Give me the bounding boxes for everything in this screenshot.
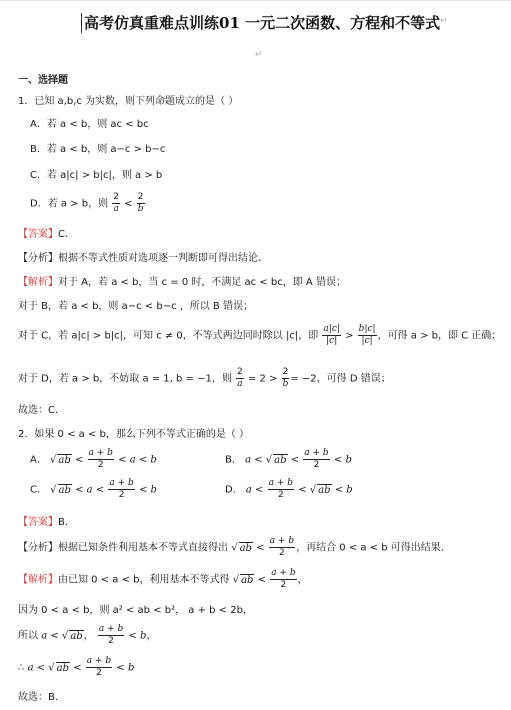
- q1-option-c: C．若 a|c| > b|c|，则 a > b: [30, 170, 163, 181]
- fraction: $\frac{a + b}{2}$: [98, 624, 124, 646]
- q1-option-a: A．若 a < b，则 ac < bc: [30, 119, 149, 130]
- question-2-stem: 2．如果 0 < a < b，那么下列不等式正确的是（ ）: [18, 429, 250, 440]
- q2-step-2: 所以 a < √ ab， $\frac{a + b}{2}$ < b，: [18, 624, 157, 646]
- q1-answer: 【答案】C．: [18, 229, 75, 240]
- q2-step-1: 因为 0 < a < b，则 a² < ab < b²， a + b < 2b，: [18, 605, 253, 616]
- page-title: 高考仿真重难点训练01 一元二次函数、方程和不等式: [84, 14, 441, 32]
- fraction: $\frac{a|c|}{|c|}$: [323, 324, 340, 346]
- fraction: $\frac{a + b}{2}$: [304, 448, 329, 470]
- fraction: $\frac{2}{b}$: [282, 367, 289, 389]
- fraction: $\frac{a + b}{2}$: [109, 478, 134, 500]
- q2-therefore: ∴ a < √ ab < $\frac{a + b}{2}$ < b: [18, 656, 135, 678]
- q1-option-b: B．若 a < b，则 a−c > b−c: [30, 144, 166, 155]
- fraction: $\frac{b|c|}{|c|}$: [358, 324, 376, 346]
- q1-explain-b: 对于 B，若 a < b，则 a−c < b−c ，所以 B 错误；: [18, 301, 253, 312]
- fraction: $\frac{2}{a}$: [113, 192, 120, 214]
- q1-option-d: D．若 a > b，则 $\frac{2}{a}$ < $\frac{2}{b}$: [30, 192, 144, 214]
- question-1-stem: 1．已知 a,b,c 为实数，则下列命题成立的是（ ）: [18, 96, 239, 107]
- q2-option-b: B． a < √ ab < $\frac{a + b}{2}$ < b: [225, 448, 352, 470]
- q2-explain: 【解析】由已知 0 < a < b，利用基本不等式得 √ ab < $\frac{a + b}{2}$ ，: [18, 568, 308, 590]
- fraction: $\frac{a + b}{2}$: [271, 568, 296, 590]
- q2-option-a: A． √ ab < $\frac{a + b}{2}$ < a < b: [30, 448, 157, 470]
- q1-conclusion: 故选：C．: [18, 405, 65, 416]
- text-cursor: [81, 13, 82, 33]
- q1-explain-c: 对于 C，若 a|c| > b|c|，可知 c ≠ 0，不等式两边同时除以 |c|，即 $\frac{a|c|}{|c|}$ > $\frac{b|c|}{|c|}$ ，可得 a > b，即 C 正确；: [18, 324, 502, 346]
- q1-explain-a: 【解析】对于 A，若 a < b，当 c = 0 时，不满足 ac < bc，即 A 错误；: [18, 277, 346, 288]
- paragraph-mark-icon: ↵: [255, 50, 263, 60]
- fraction: $\frac{a + b}{2}$: [86, 656, 112, 678]
- q2-option-c: C． √ ab < a < $\frac{a + b}{2}$ < b: [30, 478, 157, 500]
- fraction: $\frac{2}{b}$: [137, 192, 144, 214]
- paragraph-mark-icon: ↵: [440, 16, 448, 26]
- q2-analysis: 【分析】根据已知条件利用基本不等式直接得出 √ ab < $\frac{a + b}{2}$ ，再结合 0 < a < b 可得出结果．: [18, 536, 451, 558]
- fraction: $\frac{a + b}{2}$: [269, 536, 295, 558]
- q1-analysis: 【分析】根据不等式性质对选项逐一判断即可得出结论．: [18, 253, 268, 264]
- fraction: $\frac{2}{a}$: [237, 367, 243, 389]
- fraction: $\frac{a + b}{2}$: [268, 478, 294, 500]
- q2-answer: 【答案】B．: [18, 517, 75, 528]
- top-rule: [0, 0, 511, 1]
- section-heading: 一、选择题: [18, 75, 68, 86]
- fraction: $\frac{a + b}{2}$: [88, 448, 113, 470]
- q2-option-d: D． a < $\frac{a + b}{2}$ < √ ab < b: [225, 478, 353, 500]
- q1-explain-d: 对于 D，若 a > b，不妨取 a = 1, b = −1，则 $\frac{2}{a}$ = 2 > $\frac{2}{b}$ = −2，可得 D 错误；: [18, 367, 391, 389]
- q2-conclusion: 故选：B．: [18, 692, 65, 703]
